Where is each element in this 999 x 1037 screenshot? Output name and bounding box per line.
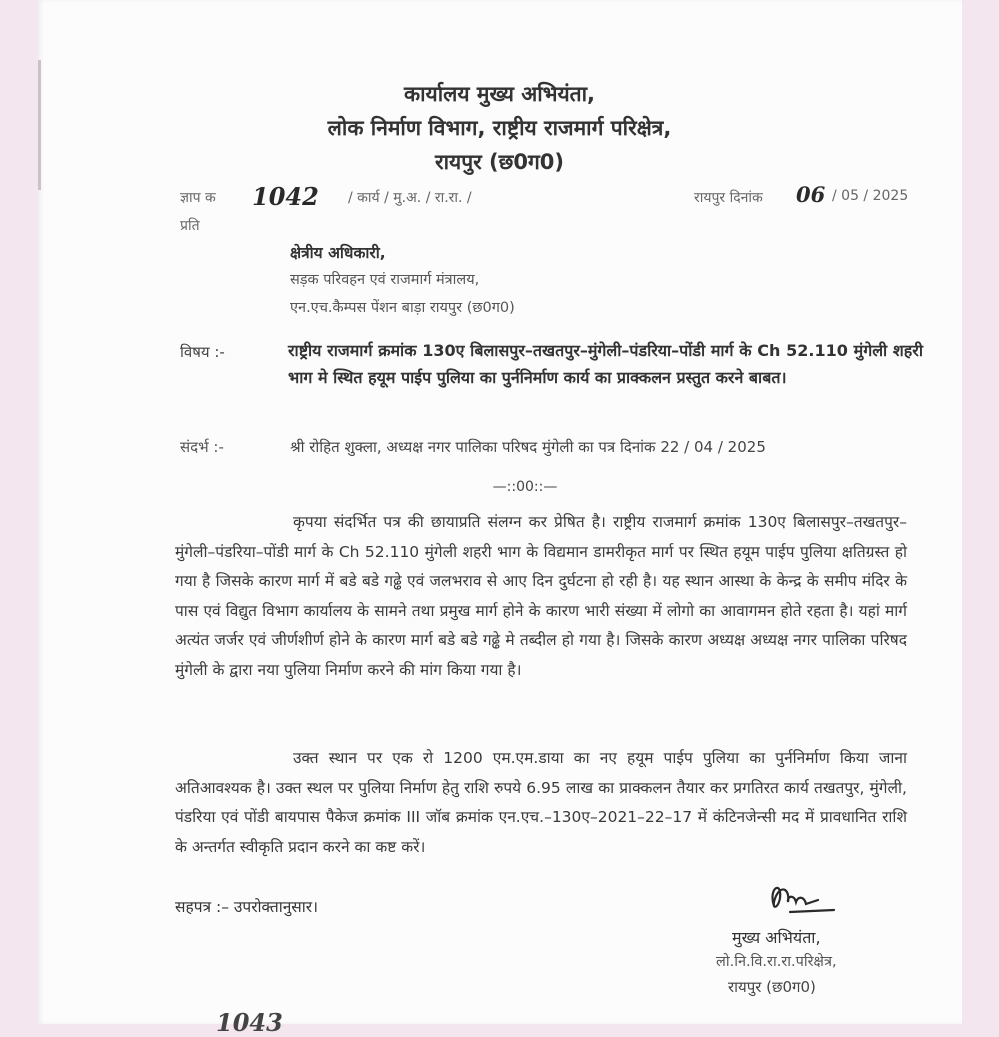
- office-city: रायपुर (छ0ग0): [435, 150, 564, 174]
- memo-suffix: / कार्य / मु.अ. / रा.रा. /: [348, 190, 472, 206]
- date-rest: / 05 / 2025: [832, 188, 909, 204]
- memo-prefix: ज्ञाप क: [180, 190, 216, 206]
- date-label: रायपुर दिनांक: [694, 190, 763, 206]
- reference-label: संदर्भ :-: [180, 438, 224, 456]
- body-paragraph-2: उक्त स्थान पर एक रो 1200 एम.एम.डाया का नए हयूम पाईप पुलिया का पुर्ननिर्माण किया जाना अतिआवश्यक है। उक्त स्थल पर पुलिया निर्माण हेतु राशि रुपये 6.95 लाख का प्राक्कलन तैयार कर प्रगतिरत कार्य तखतपुर, मुंगेली, पंडरिया एवं पोंडी बायपास पैकेज क्रमांक III जॉब क्रमांक एन.एच.–130ए–2021–22–17 में कंटिनजेन्सी मद में प्रावधानित राशि के अन्तर्गत स्वीकृति प्रदान करने का कष्ट करें।: [175, 749, 907, 856]
- recipient-ministry: सड़क परिवहन एवं राजमार्ग मंत्रालय,: [290, 272, 480, 288]
- signature-mark: [760, 876, 840, 920]
- subject-text: राष्ट्रीय राजमार्ग क्रमांक 130ए बिलासपुर–तखतपुर–मुंगेली–पंडरिया–पोंडी मार्ग के Ch 52.110 मुंगेली शहरी भाग मे स्थित हयूम पाईप पुलिया का पुर्ननिर्माण कार्य का प्राक्कलन प्रस्तुत करने बाबत।: [288, 341, 923, 387]
- recipient-address: एन.एच.कैम्पस पेंशन बाड़ा रायपुर (छ0ग0): [290, 300, 515, 316]
- body-paragraph-1: कृपया संदर्भित पत्र की छायाप्रति संलग्न कर प्रेषित है। राष्ट्रीय राजमार्ग क्रमांक 130ए बिलासपुर–तखतपुर–मुंगेली–पंडरिया–पोंडी मार्ग के Ch 52.110 मुंगेली शहरी भाग के विद्यमान डामरीकृत मार्ग पर स्थित हयूम पाईप पुलिया क्षतिग्रस्त हो गया है जिसके कारण मार्ग में बडे बडे गढ्ढे एवं जलभराव से आए दिन दुर्घटना हो रही है। यह स्थान आस्था के केन्द्र के समीप मंदिर के पास एवं विद्युत विभाग कार्यालय के सामने तथा प्रमुख मार्ग होने के कारण भारी संख्या में लोगो का आवागमन होते रहता है। यहां मार्ग अत्यंत जर्जर एवं जीर्णशीर्ण होने के कारण मार्ग बडे बडे गढ्ढे मे तब्दील हो गया है। जिसके कारण अध्यक्ष अध्यक्ष नगर पालिका परिषद मुंगेली के द्वारा नया पुलिया निर्माण करने की मांग किया गया है।: [175, 513, 907, 679]
- recipient-title: क्षेत्रीय अधिकारी,: [290, 244, 386, 262]
- signatory-designation: मुख्य अभियंता,: [732, 928, 821, 947]
- reference-text: श्री रोहित शुक्ला, अध्यक्ष नगर पालिका परिषद मुंगेली का पत्र दिनांक 22 / 04 / 2025: [290, 438, 766, 456]
- department-title: लोक निर्माण विभाग, राष्ट्रीय राजमार्ग परिक्षेत्र,: [327, 116, 672, 140]
- signatory-office: लो.नि.वि.रा.रा.परिक्षेत्र,: [716, 954, 837, 970]
- subject-label: विषय :-: [180, 343, 225, 361]
- date-day: 06: [796, 182, 826, 207]
- to-label: प्रति: [180, 218, 200, 234]
- next-memo-number-partial: 1043: [216, 1008, 283, 1037]
- signatory-city: रायपुर (छ0ग0): [728, 978, 816, 996]
- office-title: कार्यालय मुख्य अभियंता,: [403, 82, 596, 106]
- enclosure-note: सहपत्र :– उपरोक्तानुसार।: [175, 898, 319, 916]
- memo-number: 1042: [252, 182, 319, 211]
- separator: —::00::—: [492, 479, 558, 495]
